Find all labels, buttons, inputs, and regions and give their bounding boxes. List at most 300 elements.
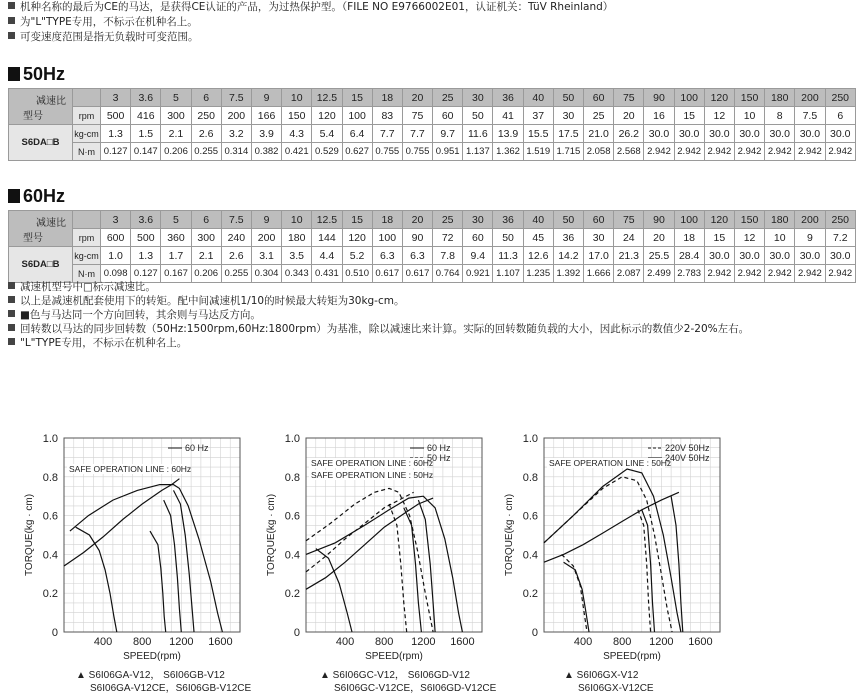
rpm-cell: 6 [825, 107, 856, 125]
torque-chart-svg [262, 430, 492, 670]
y-axis-label: TORQUE(kg · cm) [24, 493, 35, 577]
ratio-cell: 10 [282, 89, 312, 107]
ratio-cell: 3.6 [131, 89, 161, 107]
nm-cell: 2.942 [825, 143, 856, 161]
series-line [638, 510, 651, 632]
nm-cell: 2.942 [734, 265, 764, 283]
x-tick-label: 400 [573, 636, 593, 648]
kgcm-cell: 13.9 [493, 125, 523, 143]
kgcm-cell: 2.1 [191, 247, 221, 265]
ratio-cell: 18 [372, 211, 402, 229]
nm-cell: 0.098 [101, 265, 131, 283]
kgcm-cell: 28.4 [674, 247, 704, 265]
nm-cell: 2.499 [644, 265, 674, 283]
rpm-unit: rpm [73, 107, 101, 125]
kgcm-cell: 7.7 [402, 125, 432, 143]
ratio-cell: 9 [251, 89, 281, 107]
rpm-cell: 30 [584, 229, 614, 247]
ratio-cell: 5 [161, 89, 191, 107]
nm-cell: 0.314 [221, 143, 251, 161]
note-direction [8, 308, 261, 322]
nm-cell: 0.617 [402, 265, 432, 283]
nm-cell: 0.206 [191, 265, 221, 283]
series-line [64, 479, 179, 566]
nm-cell: 0.529 [312, 143, 342, 161]
torque-chart-svg [500, 430, 730, 670]
kgcm-cell: 9.7 [433, 125, 463, 143]
ratio-cell: 6 [191, 211, 221, 229]
ratio-cell: 90 [644, 89, 674, 107]
x-tick-label: 400 [93, 636, 113, 648]
ratio-header-blank [73, 89, 101, 107]
ratio-cell: 3.6 [131, 211, 161, 229]
rpm-cell: 83 [372, 107, 402, 125]
heading-text: 50Hz [23, 64, 66, 84]
heading-text: 60Hz [23, 186, 66, 206]
kgcm-cell: 3.5 [282, 247, 312, 265]
rpm-cell: 7.2 [825, 229, 856, 247]
rpm-cell: 20 [644, 229, 674, 247]
nm-cell: 0.382 [251, 143, 281, 161]
note-text: 机种名称的最后为CE的马达，是获得CE认证的产品，为过热保护型。（FILE NO E9766002E01，认证机关：TüV Rheinland） [20, 1, 614, 13]
chart-caption-2 [320, 669, 496, 695]
kgcm-cell: 11.6 [463, 125, 493, 143]
ratio-cell: 25 [433, 211, 463, 229]
heading-60hz [8, 186, 65, 207]
rpm-unit: rpm [73, 229, 101, 247]
ratio-cell: 12.5 [312, 211, 342, 229]
rpm-cell: 144 [312, 229, 342, 247]
y-tick-label: 0 [293, 627, 300, 639]
caption-line: S6I06GX-V12CE [578, 683, 654, 694]
rpm-cell: 7.5 [795, 107, 825, 125]
note-text: 可变速度范围是指无负载时可变范围。 [20, 31, 199, 43]
ratio-cell: 30 [463, 211, 493, 229]
nm-cell: 0.255 [221, 265, 251, 283]
torque-chart-2 [262, 430, 492, 674]
rpm-cell: 15 [704, 229, 734, 247]
nm-cell: 0.206 [161, 143, 191, 161]
y-tick-label: 0 [51, 627, 58, 639]
kgcm-cell: 6.4 [342, 125, 372, 143]
rpm-cell: 166 [251, 107, 281, 125]
nm-cell: 0.255 [191, 143, 221, 161]
nm-cell: 0.921 [463, 265, 493, 283]
kgcm-cell: 5.4 [312, 125, 342, 143]
ratio-cell: 180 [765, 211, 795, 229]
note-text: 为"L"TYPE专用，不标示在机种名上。 [20, 16, 198, 28]
rpm-cell: 100 [372, 229, 402, 247]
ratio-header-blank [73, 211, 101, 229]
ratio-cell: 10 [282, 211, 312, 229]
rpm-cell: 20 [614, 107, 644, 125]
bullet-square-icon [8, 17, 15, 24]
table-corner [9, 89, 73, 125]
bullet-square-icon [8, 296, 15, 303]
kgcm-cell: 25.5 [644, 247, 674, 265]
nm-cell: 0.755 [402, 143, 432, 161]
rpm-cell: 120 [342, 229, 372, 247]
y-tick-label: 1.0 [42, 433, 58, 445]
rpm-cell: 8 [765, 107, 795, 125]
caption-line: S6I06GA-V12CE，S6I06GB-V12CE [90, 683, 252, 694]
kgcm-cell: 30.0 [704, 125, 734, 143]
kgcm-cell: 9.4 [463, 247, 493, 265]
nm-cell: 0.167 [161, 265, 191, 283]
y-tick-label: 0.8 [522, 471, 538, 484]
kgcm-cell: 1.5 [131, 125, 161, 143]
safe-operation-label: SAFE OPERATION LINE : 50Hz [311, 470, 434, 480]
ratio-cell: 3 [101, 211, 131, 229]
caption-line: ▲ S6I06GX-V12 [564, 670, 639, 681]
kgcm-cell: 14.2 [553, 247, 583, 265]
nm-cell: 2.942 [795, 265, 825, 283]
ratio-label: 减速比 [36, 217, 66, 229]
legend-label: 220V 50Hz [665, 443, 710, 453]
rpm-cell: 600 [101, 229, 131, 247]
x-tick-label: 1200 [411, 636, 436, 648]
kgcm-cell: 1.0 [101, 247, 131, 265]
nm-cell: 0.127 [101, 143, 131, 161]
rpm-cell: 10 [765, 229, 795, 247]
nm-cell: 0.627 [342, 143, 372, 161]
nm-unit: N·m [73, 265, 101, 283]
kgcm-cell: 6.3 [402, 247, 432, 265]
ratio-cell: 18 [372, 89, 402, 107]
series-line [70, 485, 223, 632]
kgcm-cell: 12.6 [523, 247, 553, 265]
heading-50hz [8, 64, 65, 85]
rpm-cell: 60 [463, 229, 493, 247]
model-name: S6DA□B [9, 247, 73, 283]
note-ratio [8, 280, 156, 294]
ratio-cell: 7.5 [221, 89, 251, 107]
spec-table-60hz [8, 210, 856, 283]
y-tick-label: 0.2 [42, 588, 58, 601]
kgcm-cell: 1.3 [131, 247, 161, 265]
x-tick-label: 800 [133, 636, 152, 648]
rpm-cell: 90 [402, 229, 432, 247]
ratio-cell: 6 [191, 89, 221, 107]
ratio-cell: 100 [674, 211, 704, 229]
ratio-cell: 100 [674, 89, 704, 107]
rpm-cell: 36 [553, 229, 583, 247]
rpm-cell: 360 [161, 229, 191, 247]
nm-cell: 0.764 [433, 265, 463, 283]
y-tick-label: 0.6 [42, 510, 58, 523]
chart-caption-1 [76, 669, 251, 695]
nm-cell: 2.942 [704, 265, 734, 283]
ratio-cell: 40 [523, 89, 553, 107]
note-text: "L"TYPE专用，不标示在机种名上。 [20, 337, 188, 349]
x-tick-label: 1600 [450, 636, 475, 648]
ratio-cell: 120 [704, 89, 734, 107]
kgcm-cell: 11.3 [493, 247, 523, 265]
bullet-square-icon [8, 338, 15, 345]
rpm-cell: 9 [795, 229, 825, 247]
kgcm-cell: 7.8 [433, 247, 463, 265]
nm-cell: 0.431 [312, 265, 342, 283]
note-ltype-2 [8, 336, 187, 350]
safe-operation-label: SAFE OPERATION LINE : 60Hz [311, 458, 434, 468]
rpm-cell: 300 [161, 107, 191, 125]
kgcm-cell: 1.7 [161, 247, 191, 265]
y-axis-label: TORQUE(kg · cm) [504, 493, 515, 577]
note-text: 减速机型号中□标示减速比。 [20, 281, 156, 293]
nm-cell: 2.942 [734, 143, 764, 161]
rpm-cell: 180 [282, 229, 312, 247]
y-tick-label: 0.2 [522, 588, 538, 601]
ratio-cell: 50 [553, 89, 583, 107]
nm-cell: 2.058 [584, 143, 614, 161]
kgcm-cell: 7.7 [372, 125, 402, 143]
rpm-cell: 50 [493, 229, 523, 247]
spec-table-50hz [8, 88, 856, 161]
nm-cell: 0.147 [131, 143, 161, 161]
y-tick-label: 1.0 [284, 433, 300, 445]
torque-chart-1 [20, 430, 250, 674]
kgcm-cell: 4.3 [282, 125, 312, 143]
kgcm-cell: 30.0 [795, 125, 825, 143]
y-tick-label: 0.8 [42, 471, 58, 484]
nm-cell: 2.942 [825, 265, 856, 283]
kgcm-cell: 30.0 [674, 125, 704, 143]
x-tick-label: 1200 [169, 636, 194, 648]
ratio-cell: 9 [251, 211, 281, 229]
kgcm-cell: 2.1 [161, 125, 191, 143]
legend-label: 60 Hz [185, 443, 209, 453]
torque-chart-3 [500, 430, 730, 674]
rpm-cell: 150 [282, 107, 312, 125]
x-tick-label: 1600 [688, 636, 713, 648]
y-tick-label: 0.6 [284, 510, 300, 523]
ratio-label: 减速比 [36, 95, 66, 107]
ratio-cell: 30 [463, 89, 493, 107]
note-text: 回转数以马达的同步回转数（50Hz:1500rpm,60Hz:1800rpm）为基准，除以减速比来计算。实际的回转数随负载的大小，因此标示的数值少2-20%左右。 [20, 323, 750, 335]
rpm-cell: 25 [584, 107, 614, 125]
rpm-cell: 24 [614, 229, 644, 247]
rpm-cell: 240 [221, 229, 251, 247]
ratio-cell: 20 [402, 89, 432, 107]
ratio-cell: 200 [795, 211, 825, 229]
bullet-square-icon [8, 324, 15, 331]
kgcm-cell: 1.3 [101, 125, 131, 143]
nm-cell: 2.087 [614, 265, 644, 283]
model-label: 型号 [23, 110, 43, 122]
rpm-cell: 15 [674, 107, 704, 125]
ratio-cell: 36 [493, 211, 523, 229]
kgcm-cell: 30.0 [734, 247, 764, 265]
ratio-cell: 75 [614, 89, 644, 107]
rpm-cell: 500 [101, 107, 131, 125]
series-line [150, 531, 166, 632]
note-speed [8, 322, 749, 336]
kgcm-cell: 5.2 [342, 247, 372, 265]
kgcm-cell: 21.0 [584, 125, 614, 143]
y-axis-label: TORQUE(kg · cm) [266, 493, 277, 577]
nm-cell: 1.107 [493, 265, 523, 283]
y-tick-label: 0.4 [284, 549, 300, 562]
kgcm-cell: 15.5 [523, 125, 553, 143]
note-ltype [8, 15, 198, 29]
nm-unit: N·m [73, 143, 101, 161]
nm-cell: 2.942 [795, 143, 825, 161]
kgcm-cell: 2.6 [221, 247, 251, 265]
rpm-cell: 37 [523, 107, 553, 125]
nm-cell: 2.942 [765, 265, 795, 283]
kgcm-cell: 17.5 [553, 125, 583, 143]
ratio-cell: 40 [523, 211, 553, 229]
y-tick-label: 0.6 [522, 510, 538, 523]
ratio-cell: 75 [614, 211, 644, 229]
ratio-cell: 36 [493, 89, 523, 107]
ratio-cell: 7.5 [221, 211, 251, 229]
note-text: ■色与马达同一个方向回转，其余则与马达反方向。 [20, 309, 261, 321]
nm-cell: 2.942 [765, 143, 795, 161]
rpm-row [9, 229, 856, 247]
y-tick-label: 0.8 [284, 471, 300, 484]
nm-cell: 0.127 [131, 265, 161, 283]
nm-cell: 2.942 [704, 143, 734, 161]
kgcm-cell: 3.9 [251, 125, 281, 143]
rpm-cell: 75 [402, 107, 432, 125]
heading-block-icon [8, 189, 20, 203]
nm-cell: 1.362 [493, 143, 523, 161]
safe-operation-label: SAFE OPERATION LINE : 60Hz [69, 464, 192, 474]
rpm-cell: 18 [674, 229, 704, 247]
series-line [418, 500, 435, 632]
ratio-row [9, 211, 856, 229]
rpm-cell: 60 [433, 107, 463, 125]
kgcm-cell: 3.2 [221, 125, 251, 143]
x-tick-label: 1200 [649, 636, 674, 648]
series-line [306, 488, 433, 632]
nm-cell: 1.235 [523, 265, 553, 283]
nm-cell: 2.783 [674, 265, 704, 283]
ratio-cell: 25 [433, 89, 463, 107]
table-corner [9, 211, 73, 247]
kgcm-cell: 30.0 [795, 247, 825, 265]
x-tick-label: 800 [375, 636, 394, 648]
nm-cell: 1.519 [523, 143, 553, 161]
rpm-cell: 45 [523, 229, 553, 247]
nm-cell: 2.942 [644, 143, 674, 161]
nm-cell: 1.137 [463, 143, 493, 161]
bullet-square-icon [8, 32, 15, 39]
legend-label: 240V 50Hz [665, 453, 710, 463]
note-text: 以上是减速机配套使用下的转矩。配中间减速机1/10的时候最大转矩为30kg-cm。 [20, 295, 405, 307]
nm-cell: 0.304 [251, 265, 281, 283]
rpm-cell: 30 [553, 107, 583, 125]
x-axis-label: SPEED(rpm) [603, 651, 661, 662]
heading-block-icon [8, 67, 20, 81]
nm-cell: 1.715 [553, 143, 583, 161]
rpm-row [9, 107, 856, 125]
legend-label: 60 Hz [427, 443, 451, 453]
rpm-cell: 12 [734, 229, 764, 247]
nm-cell: 1.392 [553, 265, 583, 283]
x-tick-label: 1600 [208, 636, 233, 648]
nm-cell: 1.666 [584, 265, 614, 283]
nm-cell: 0.951 [433, 143, 463, 161]
kgcm-cell: 30.0 [765, 247, 795, 265]
bullet-square-icon [8, 310, 15, 317]
x-tick-label: 400 [335, 636, 355, 648]
kgcm-cell: 6.3 [372, 247, 402, 265]
kgcm-cell: 30.0 [644, 125, 674, 143]
rpm-cell: 500 [131, 229, 161, 247]
y-tick-label: 0.4 [42, 549, 58, 562]
rpm-cell: 200 [251, 229, 281, 247]
ratio-cell: 5 [161, 211, 191, 229]
y-tick-label: 1.0 [522, 433, 538, 445]
series-line [404, 508, 422, 632]
ratio-cell: 12.5 [312, 89, 342, 107]
x-tick-label: 800 [613, 636, 632, 648]
ratio-cell: 150 [734, 211, 764, 229]
chart-caption-3 [564, 669, 654, 695]
rpm-cell: 16 [644, 107, 674, 125]
note-range [8, 30, 199, 44]
ratio-cell: 150 [734, 89, 764, 107]
rpm-cell: 12 [704, 107, 734, 125]
ratio-cell: 250 [825, 89, 856, 107]
rpm-cell: 10 [734, 107, 764, 125]
note-ce [8, 0, 613, 14]
ratio-cell: 60 [584, 211, 614, 229]
nm-cell: 0.617 [372, 265, 402, 283]
nm-cell: 0.510 [342, 265, 372, 283]
kgcm-row [9, 125, 856, 143]
bullet-square-icon [8, 282, 15, 289]
kgcm-cell: 3.1 [251, 247, 281, 265]
ratio-cell: 50 [553, 211, 583, 229]
caption-line: S6I06GC-V12CE，S6I06GD-V12CE [334, 683, 497, 694]
rpm-cell: 200 [221, 107, 251, 125]
x-axis-label: SPEED(rpm) [365, 651, 423, 662]
kgcm-unit: kg-cm [73, 247, 101, 265]
kgcm-cell: 30.0 [825, 125, 856, 143]
kgcm-cell: 30.0 [704, 247, 734, 265]
ratio-cell: 15 [342, 211, 372, 229]
kgcm-cell: 4.4 [312, 247, 342, 265]
kgcm-cell: 30.0 [765, 125, 795, 143]
kgcm-row [9, 247, 856, 265]
nm-cell: 2.942 [674, 143, 704, 161]
rpm-cell: 416 [131, 107, 161, 125]
caption-line: ▲ S6I06GC-V12， S6I06GD-V12 [320, 670, 470, 681]
series-line [544, 492, 679, 562]
model-label: 型号 [23, 232, 43, 244]
legend-label: 50 Hz [427, 453, 451, 463]
nm-row [9, 143, 856, 161]
rpm-cell: 250 [191, 107, 221, 125]
ratio-cell: 60 [584, 89, 614, 107]
kgcm-cell: 30.0 [825, 247, 856, 265]
series-line [164, 500, 182, 632]
rpm-cell: 100 [342, 107, 372, 125]
nm-cell: 0.421 [282, 143, 312, 161]
ratio-row [9, 89, 856, 107]
rpm-cell: 50 [463, 107, 493, 125]
x-axis-label: SPEED(rpm) [123, 651, 181, 662]
rpm-cell: 72 [433, 229, 463, 247]
kgcm-unit: kg-cm [73, 125, 101, 143]
rpm-cell: 300 [191, 229, 221, 247]
kgcm-cell: 17.0 [584, 247, 614, 265]
ratio-cell: 15 [342, 89, 372, 107]
note-torque [8, 294, 404, 308]
